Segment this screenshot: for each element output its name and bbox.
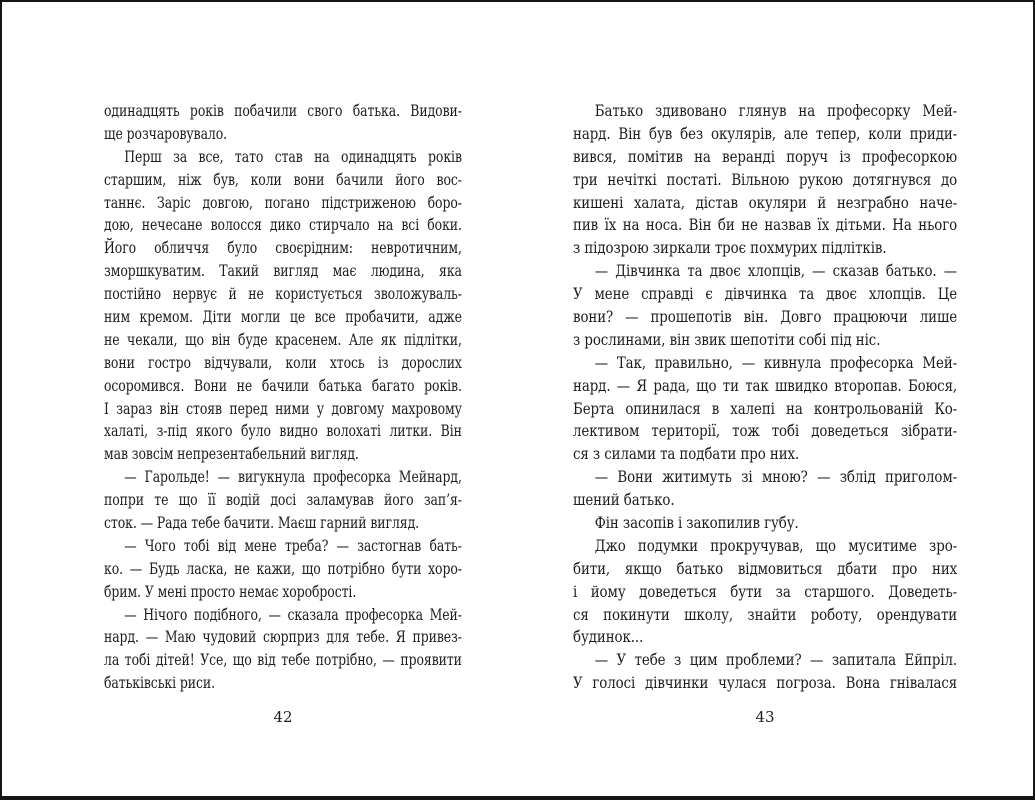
text-line: старшим, ніж був, коли вони бачили його вос-: [104, 169, 462, 189]
text-line: Джо подумки прокручував, що муситиме зро-: [594, 535, 958, 555]
text-line: зморшкуватим. Такий вигляд має людина, яка: [104, 261, 462, 281]
text-line: — Так, правильно, — кивнула професорка Мей-: [594, 352, 958, 372]
text-line: — Чого тобі від мене треба? — застогнав бать-: [124, 535, 462, 555]
text-line: з підозрою зиркали троє похмурих підлітків.: [573, 238, 887, 258]
text-line: вони гостро відчували, коли хтось із дорослих: [104, 352, 462, 372]
text-line: три нечіткі постаті. Вільною рукою дотягнувся до: [573, 169, 958, 189]
text-line: ся покинути школу, знайти роботу, орендувати: [573, 604, 958, 624]
text-line: У голосі дівчинки чулася погроза. Вона гнівалася: [573, 673, 958, 693]
page-right-lines: [573, 100, 957, 695]
page-left-text-block: [104, 100, 462, 695]
text-line: Фін засопів і закопилив губу.: [594, 513, 799, 533]
text-line: ла тобі дітей! Усе, що від тебе потрібно, — проявити: [104, 650, 462, 670]
text-line: бити, якщо батько відмовиться дбати про них: [573, 558, 958, 578]
text-line: постійно нервує й не користується зволожуваль-: [104, 284, 462, 304]
text-line: — Вони житимуть зі мною? — зблід приголом-: [594, 467, 958, 487]
text-line: таннє. Заріс довгою, погано підстриженою боро-: [104, 192, 462, 212]
text-line: Перш за все, тато став на одинадцять років: [124, 146, 462, 166]
page-right-text-block: [573, 100, 957, 695]
text-line: попри те що її водій досі заламував його зап’я-: [104, 490, 462, 510]
text-line: одинадцять років побачили свого батька. Видови-: [104, 101, 462, 120]
text-line: І зараз він стояв перед ними у довгому махровому: [104, 398, 462, 418]
page-number-left: 42: [273, 708, 293, 726]
text-line: Берта опинилася в халепі на контрольованій Ко-: [573, 398, 958, 418]
text-line: Його обличчя було своєрідним: невротичним,: [104, 238, 462, 258]
text-line: У мене справді є дівчинка та двоє хлопців. Це: [573, 284, 958, 304]
text-line: ко. — Будь ласка, не кажи, що потрібно бути хоро-: [104, 558, 462, 578]
text-line: сток. — Рада тебе бачити. Маєш гарний вигляд.: [104, 513, 420, 533]
text-line: осоромився. Вони не бачили батька багато років.: [104, 375, 462, 395]
text-line: вився, помітив на веранді поруч із професоркою: [573, 146, 958, 166]
text-line: — Нічого подібного, — сказала професорка Мей-: [124, 604, 462, 624]
text-line: будинок...: [573, 627, 644, 647]
text-line: нард. — Маю чудовий сюрприз для тебе. Я привез-: [104, 627, 462, 647]
text-line: ся з силами та подбати про них.: [573, 444, 800, 464]
text-line: і йому доведеться бути за старшого. Доведеть-: [573, 581, 958, 601]
text-line: батьківські риси.: [104, 673, 215, 693]
text-line: з рослинами, він звик шепотіти собі під ніс.: [573, 329, 881, 349]
text-line: не чекали, що він буде красенем. Але як підлітки,: [104, 329, 462, 349]
text-line: шений батько.: [573, 490, 675, 510]
text-line: — Гарольде! — вигукнула професорка Мейнард,: [124, 467, 462, 487]
text-line: — У тебе з цим проблеми? — запитала Ейпріл.: [594, 650, 958, 670]
text-line: Батько здивовано глянув на професорку Мей-: [594, 101, 958, 120]
text-line: кишені халата, дістав окуляри й незграбно наче-: [573, 192, 958, 212]
page-left-lines: [104, 100, 462, 695]
text-line: ще розчаровувало.: [104, 123, 228, 143]
text-line: — Дівчинка та двоє хлопців, — сказав батько. —: [594, 261, 958, 281]
text-line: лективом території, тож тобі доведеться зібрати-: [573, 421, 958, 441]
text-line: вони? — прошепотів він. Довго працюючи лише: [573, 307, 958, 327]
text-line: пив їх на носа. Він би не назвав їх дітьми. На нього: [573, 215, 958, 235]
text-line: халаті, з-під якого було видно волохаті литки. Він: [104, 421, 462, 441]
text-line: нард. — Я рада, що ти так швидко второпав. Боюся,: [573, 375, 958, 395]
text-line: ним кремом. Діти могли це все пробачити, адже: [104, 307, 462, 327]
text-line: брим. У мені просто немає хоробрості.: [104, 581, 357, 601]
page-number-right: 43: [755, 708, 775, 726]
text-line: дою, нечесане волосся дико стирчало на всі боки.: [104, 215, 462, 235]
text-line: нард. Він був без окулярів, але тепер, коли приди-: [573, 123, 958, 143]
text-line: мав зовсім непрезентабельний вигляд.: [104, 444, 359, 464]
